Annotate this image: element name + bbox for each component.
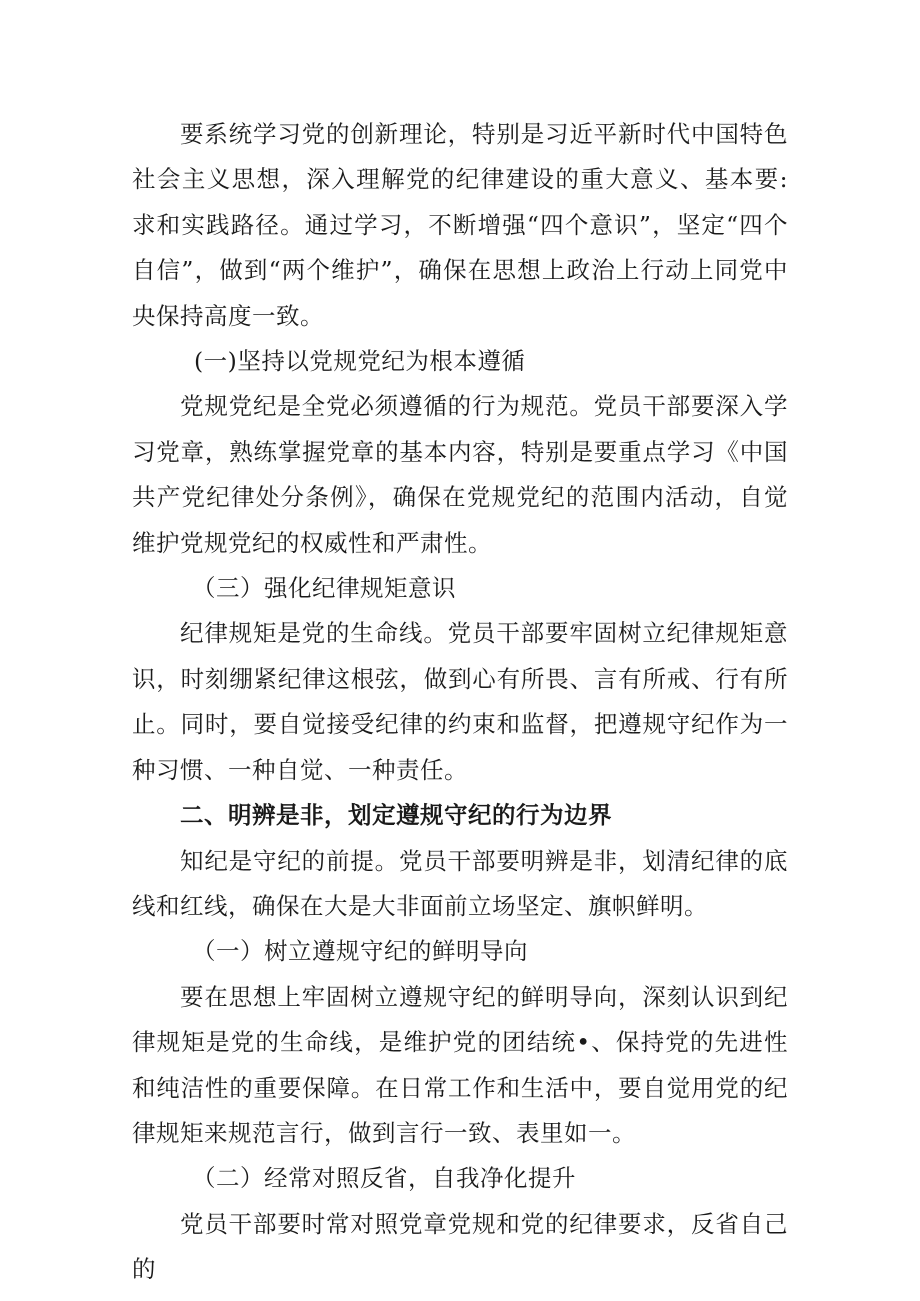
subheading-discipline-awareness: （三）强化纪律规矩意识 bbox=[192, 574, 456, 603]
paragraph-clear-orientation: 要在思想上牢固树立遵规守纪的鲜明导向，深刻认识到纪律规矩是党的生命线，是维护党的团结统•、保持党的先进性和纯洁性的重要保障。在日常工作和生活中，要自觉用党的纪律规矩来规范言行，做到言行一致、表里如一。 bbox=[132, 982, 788, 1147]
subheading-self-reflection: （二）经常对照反省，自我净化提升 bbox=[192, 1164, 576, 1193]
subheading-clear-orientation: （一）树立遵规守纪的鲜明导向 bbox=[192, 937, 528, 966]
paragraph-study-theory: 要系统学习党的创新理论，特别是习近平新时代中国特色社会主义思想，深入理解党的纪律建设的重大意义、基本要:求和实践路径。通过学习，不断增强“四个意识”，坚定“四个自信”，做到“两个维护”，确保在思想上政治上行动上同党中央保持高度一致。 bbox=[132, 120, 788, 330]
paragraph-know-discipline: 知纪是守纪的前提。党员干部要明辨是非，划清纪律的底线和红线，确保在大是大非面前立场坚定、旗帜鲜明。 bbox=[132, 846, 788, 920]
document-body bbox=[132, 112, 788, 1293]
subheading-party-rules: (一)坚持以党规党纪为根本遵循 bbox=[194, 347, 526, 376]
section-heading-right-wrong: 二、明辨是非，划定遵规守纪的行为边界 bbox=[180, 801, 612, 830]
paragraph-self-reflection: 党员干部要时常对照党章党规和党的纪律要求，反省自己的 bbox=[132, 1209, 788, 1284]
paragraph-discipline-awareness: 纪律规矩是党的生命线。党员干部要牢固树立纪律规矩意识，时刻绷紧纪律这根弦，做到心有所畏、言有所戒、行有所止。同时，要自觉接受纪律的约束和监督，把遵规守纪作为一种习惯、一种自觉、一种责任。 bbox=[132, 619, 788, 784]
paragraph-party-rules: 党规党纪是全党必须遵循的行为规范。党员干部要深入学习党章，熟练掌握党章的基本内容，特别是要重点学习《中国共产党纪律处分条例》，确保在党规党纪的范围内活动，自觉维护党规党纪的权威性和严肃性。 bbox=[132, 392, 788, 557]
